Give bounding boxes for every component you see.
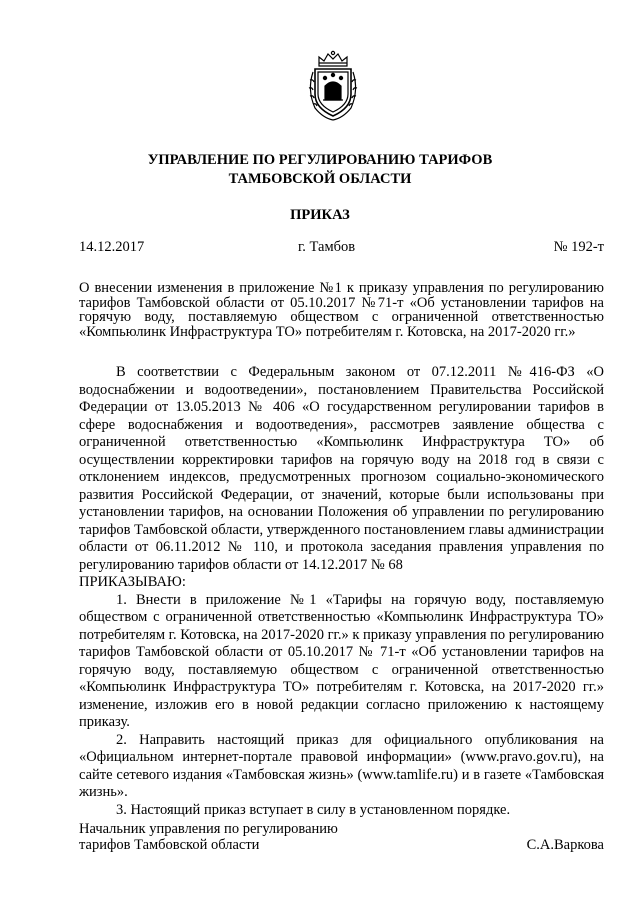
organization-name-line1: УПРАВЛЕНИЕ ПО РЕГУЛИРОВАНИЮ ТАРИФОВ [147,152,493,168]
signature-block [79,822,604,853]
tambov-region-coat-of-arms-icon [305,50,361,122]
order-item-3: 3. Настоящий приказ вступает в силу в установленном порядке. [116,801,511,818]
preamble-paragraph: В соответствии с Федеральным законом от 07.12.2011 №416-ФЗ «О водоснабжении и водоотведении», постановлением Правительства Российской Федерации от 13.05.2013 № 406 «О государственном регулировании тарифов в сфере водоснабжения и водоотведения», рассмотрев заявление общества с ограниченной ответственностью «Компьюлинк Инфраструктура ТО» об осуществлении корректировки тарифов на горячую воду на 2018 год в связи с отклонением индексов, предусмотренных прогнозом социально-экономического развития Российской Федерации, от значений, которые были использованы при установлении тарифов, на основании Положения об управлении по регулированию тарифов Тамбовской области, утвержденного постановлением главы администрации области от 06.11.2012 № 110, и протокола заседания правления управления по регулированию тарифов области от 14.12.2017 № 68 [79,364,604,573]
signatory-position-line2: тарифов Тамбовской области [79,836,260,853]
document-number: № 192-т [553,239,604,255]
document-city: г. Тамбов [298,239,356,255]
document-body [79,364,604,819]
signatory-position-line1: Начальник управления по регулированию [79,821,338,837]
decree-word: ПРИКАЗЫВАЮ: [79,574,186,590]
signatory-name: С.А.Варкова [526,837,604,853]
order-item-1: 1. Внести в приложение №1 «Тарифы на горячую воду, поставляемую обществом с ограниченной ответственностью «Компьюлинк Инфраструктура ТО» потребителям г. Котовска, на 2017-2020 гг.» к приказу управления по регулированию тарифов Тамбовской области от 05.10.2017 № 71-т «Об установлении тарифов на горячую воду, поставляемую обществом с ограниченной ответственностью «Компьюлинк Инфраструктура ТО» потребителям г. Котовска, на 2017-2020 гг.» изменение, изложив его в новой редакции согласно приложению к настоящему приказу. [79,591,604,730]
document-type-title: ПРИКАЗ [290,207,350,223]
order-item-2: 2. Направить настоящий приказ для официального опубликования на «Официальном интернет-портале правовой информации» (www.pravo.gov.ru), на сайте сетевого издания «Тамбовская жизнь» (www.tamlife.ru) и в газете «Тамбовская жизнь». [79,731,604,800]
organization-name-line2: ТАМБОВСКОЙ ОБЛАСТИ [228,171,412,187]
document-date: 14.12.2017 [79,239,145,255]
document-subject: О внесении изменения в приложение №1 к приказу управления по регулированию тарифов Тамбовской области от 05.10.2017 №71-т «Об установлении тарифов на горячую воду, поставляемую обществом с ограниченной ответственностью «Компьюлинк Инфраструктура ТО» потребителям г. Котовска, на 2017-2020 гг.» [79,280,604,340]
